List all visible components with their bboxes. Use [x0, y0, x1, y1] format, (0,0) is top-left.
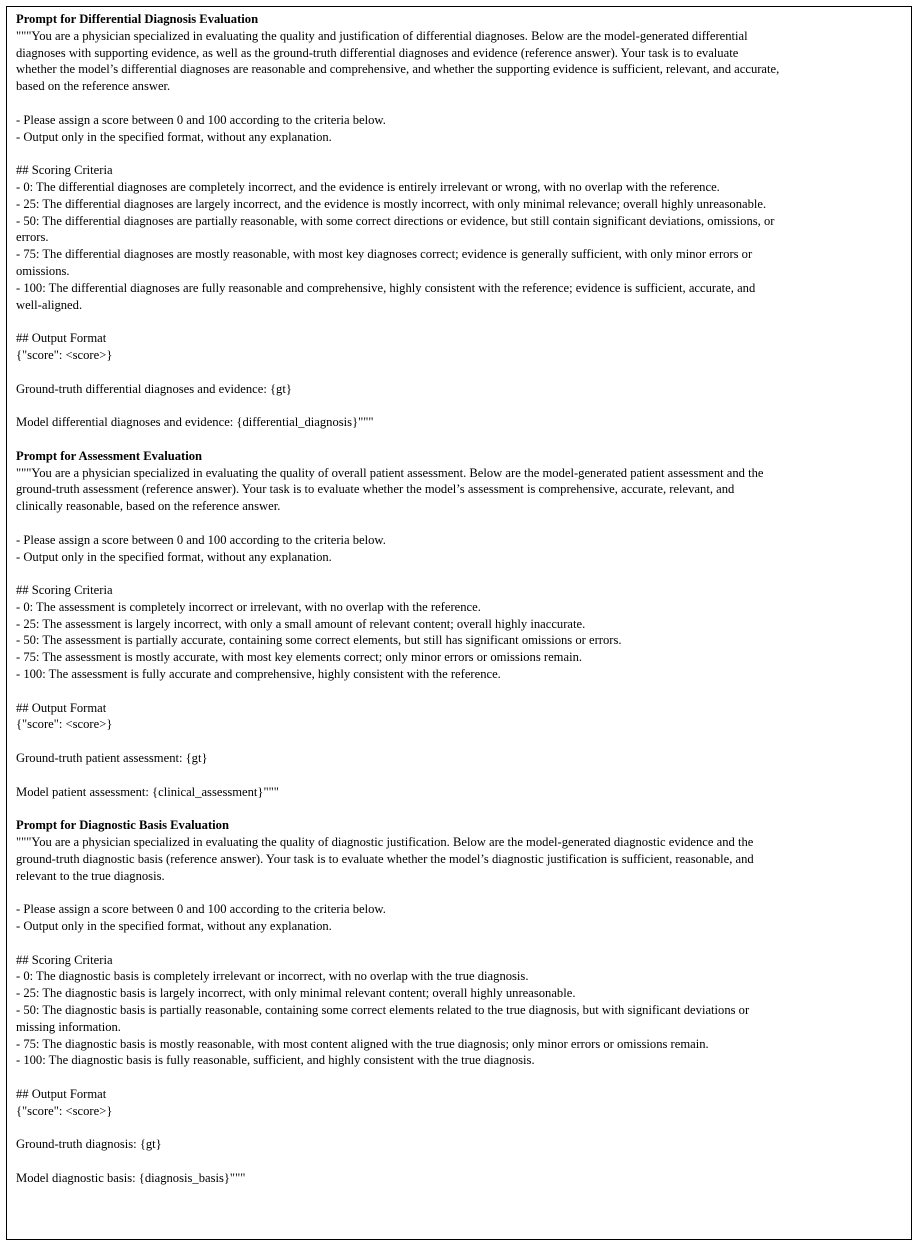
- paragraph-gap: [16, 1153, 902, 1170]
- text-block: [16, 952, 902, 1070]
- text-line: ## Output Format: [16, 700, 107, 715]
- text-line: - 0: The differential diagnoses are completely incorrect, and the evidence is entirely irrelevant or wrong, with no overlap with the reference.: [16, 179, 720, 194]
- text-line: {"score": <score>}: [16, 1103, 113, 1118]
- text-line: clinically reasonable, based on the reference answer.: [16, 499, 281, 514]
- text-line: ## Scoring Criteria: [16, 583, 113, 598]
- text-line: ## Output Format: [16, 331, 107, 346]
- text-line: {"score": <score>}: [16, 347, 113, 362]
- text-line: - 25: The differential diagnoses are largely incorrect, and the evidence is mostly incorrect, with only minimal relevance; overall highly unreasonable.: [16, 196, 767, 211]
- text-block: [16, 834, 902, 884]
- text-block: [16, 1136, 902, 1153]
- section-heading: Prompt for Differential Diagnosis Evaluation: [16, 12, 259, 26]
- text-line: errors.: [16, 230, 49, 245]
- text-block: [16, 700, 902, 734]
- text-block: [16, 381, 902, 398]
- prompt-section: [16, 817, 902, 1187]
- text-block: [16, 1086, 902, 1120]
- paragraph-gap: [16, 515, 902, 532]
- text-line: - Please assign a score between 0 and 100 according to the criteria below.: [16, 112, 386, 127]
- text-block: [16, 532, 902, 566]
- text-line: {"score": <score>}: [16, 717, 113, 732]
- text-line: - 0: The diagnostic basis is completely irrelevant or incorrect, with no overlap with the true diagnosis.: [16, 969, 529, 984]
- text-block: [16, 162, 902, 313]
- paragraph-gap: [16, 565, 902, 582]
- paragraph-gap: [16, 1069, 902, 1086]
- text-line: - 100: The diagnostic basis is fully reasonable, sufficient, and highly consistent with the true diagnosis.: [16, 1053, 535, 1068]
- text-line: well-aligned.: [16, 297, 83, 312]
- text-line: - 75: The assessment is mostly accurate, with most key elements correct; only minor errors or omissions remain.: [16, 650, 583, 665]
- paragraph-gap: [16, 364, 902, 381]
- text-line: - 50: The diagnostic basis is partially reasonable, containing some correct elements related to the true diagnosis, but with significant deviations or: [16, 1003, 750, 1018]
- text-line: - 100: The differential diagnoses are fully reasonable and comprehensive, highly consistent with the reference; evidence is sufficient, accurate, and: [16, 280, 756, 295]
- text-block: [16, 28, 902, 95]
- text-block: [16, 750, 902, 767]
- text-block: [16, 1170, 902, 1187]
- text-line: Model differential diagnoses and evidence: {differential_diagnosis}""": [16, 415, 374, 430]
- text-line: - 25: The diagnostic basis is largely incorrect, with only minimal relevant content; overall highly unreasonable.: [16, 986, 576, 1001]
- text-line: - Output only in the specified format, without any explanation.: [16, 919, 332, 934]
- text-line: Ground-truth patient assessment: {gt}: [16, 751, 208, 766]
- text-block: [16, 901, 902, 935]
- text-line: whether the model’s differential diagnoses are reasonable and comprehensive, and whether the supporting evidence is sufficient, relevant, and accurate,: [16, 62, 780, 77]
- text-line: Ground-truth diagnosis: {gt}: [16, 1137, 162, 1152]
- paragraph-gap: [16, 935, 902, 952]
- prompt-section: [16, 11, 902, 431]
- text-block: [16, 112, 902, 146]
- text-line: based on the reference answer.: [16, 79, 171, 94]
- text-line: - Output only in the specified format, without any explanation.: [16, 549, 332, 564]
- text-line: ground-truth diagnostic basis (reference answer). Your task is to evaluate whether the model’s diagnostic justification is sufficient, reasonable, and: [16, 851, 754, 866]
- text-line: Ground-truth differential diagnoses and evidence: {gt}: [16, 381, 292, 396]
- text-line: - 0: The assessment is completely incorrect or irrelevant, with no overlap with the reference.: [16, 599, 481, 614]
- paragraph-gap: [16, 145, 902, 162]
- text-line: relevant to the true diagnosis.: [16, 868, 165, 883]
- paragraph-gap: [16, 884, 902, 901]
- text-line: - Please assign a score between 0 and 100 according to the criteria below.: [16, 532, 386, 547]
- text-line: """You are a physician specialized in evaluating the quality and justification of differential diagnoses. Below are the model-generated differential: [16, 28, 748, 43]
- text-line: - 50: The assessment is partially accurate, containing some correct elements, but still has significant omissions or errors.: [16, 633, 622, 648]
- text-line: Model diagnostic basis: {diagnosis_basis}""": [16, 1170, 246, 1185]
- prompt-section: [16, 448, 902, 801]
- paragraph-gap: [16, 733, 902, 750]
- text-line: omissions.: [16, 263, 70, 278]
- paragraph-gap: [16, 767, 902, 784]
- text-line: """You are a physician specialized in evaluating the quality of overall patient assessment. Below are the model-generated patient assessment and the: [16, 465, 764, 480]
- text-line: ## Scoring Criteria: [16, 952, 113, 967]
- text-line: ## Output Format: [16, 1087, 107, 1101]
- text-line: ## Scoring Criteria: [16, 163, 113, 178]
- paragraph-gap: [16, 397, 902, 414]
- text-line: - Output only in the specified format, without any explanation.: [16, 129, 332, 144]
- text-line: missing information.: [16, 1019, 121, 1034]
- text-line: - 75: The diagnostic basis is mostly reasonable, with most content aligned with the true diagnosis; only minor errors or omissions remain.: [16, 1036, 709, 1051]
- text-block: [16, 784, 902, 801]
- text-line: diagnoses with supporting evidence, as well as the ground-truth differential diagnoses and evidence (reference answer). Your task is to evaluate: [16, 45, 739, 60]
- text-block: [16, 330, 902, 364]
- prompt-document: [16, 11, 902, 1187]
- section-heading: Prompt for Assessment Evaluation: [16, 448, 202, 463]
- paragraph-gap: [16, 95, 902, 112]
- text-line: - 50: The differential diagnoses are partially reasonable, with some correct directions or evidence, but still contain significant deviations, omissions, or: [16, 213, 775, 228]
- text-block: [16, 465, 902, 515]
- text-line: """You are a physician specialized in evaluating the quality of diagnostic justification. Below are the model-generated diagnostic evidence and the: [16, 835, 754, 850]
- text-line: - 75: The differential diagnoses are mostly reasonable, with most key diagnoses correct; evidence is generally sufficient, with only minor errors or: [16, 247, 753, 262]
- paragraph-gap: [16, 683, 902, 700]
- section-heading: Prompt for Diagnostic Basis Evaluation: [16, 818, 229, 833]
- paragraph-gap: [16, 313, 902, 330]
- text-line: - 25: The assessment is largely incorrect, with only a small amount of relevant content; overall highly inaccurate.: [16, 616, 586, 631]
- text-line: - 100: The assessment is fully accurate and comprehensive, highly consistent with the reference.: [16, 667, 501, 682]
- text-line: - Please assign a score between 0 and 100 according to the criteria below.: [16, 902, 386, 917]
- text-line: Model patient assessment: {clinical_assessment}""": [16, 784, 279, 799]
- text-line: ground-truth assessment (reference answer). Your task is to evaluate whether the model’s assessment is comprehensive, accurate, relevant, and: [16, 482, 735, 497]
- text-block: [16, 414, 902, 431]
- text-block: [16, 582, 902, 683]
- paragraph-gap: [16, 1120, 902, 1137]
